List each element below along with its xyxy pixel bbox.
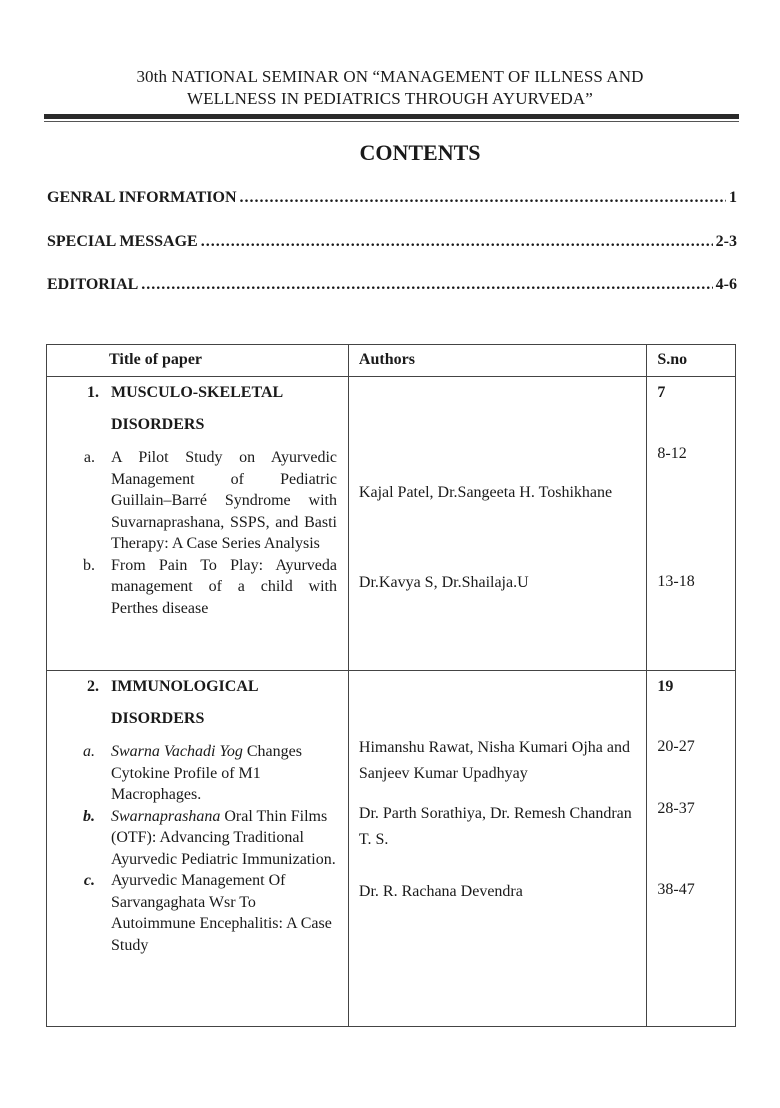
section-1-titles [47, 377, 349, 671]
item-letter: b. [83, 556, 95, 574]
section-2-sno [647, 671, 736, 1027]
header-authors: Authors [348, 345, 646, 377]
toc-page: 1 [729, 189, 737, 206]
toc-page: 4-6 [715, 276, 737, 293]
section-title-line-2: DISORDERS [111, 416, 205, 433]
section-heading [47, 671, 348, 735]
paper-title [111, 741, 337, 806]
section-number: 2. [87, 678, 99, 695]
paper-title [111, 806, 337, 871]
section-title-line-1: IMMUNOLOGICAL [111, 678, 259, 695]
section-2-titles [47, 671, 349, 1027]
table-row-section-1 [47, 377, 736, 671]
paper-sno: 38-47 [657, 881, 695, 898]
contents-table [46, 344, 736, 1027]
paper-sno: 28-37 [657, 800, 695, 817]
paper-authors: Dr. Parth Sorathiya, Dr. Remesh Chandran T. S. [358, 805, 632, 848]
page-title: CONTENTS [359, 140, 481, 165]
paper-title: A Pilot Study on Ayurvedic Management of Pediatric Guillain–Barré Syndrome with Suvarnaprashana, SSPS, and Basti Therapy: A Case Series Analysis [111, 449, 337, 552]
toc-label: SPECIAL MESSAGE [47, 233, 198, 250]
toc-entry-editorial [47, 276, 737, 294]
section-1-sno [647, 377, 736, 671]
paper-title-italic: Swarna Vachadi Yog [111, 743, 243, 760]
paper-title-rest: Oral Thin Films (OTF): Advancing Traditional Ayurvedic Pediatric Immunization. [111, 807, 336, 868]
section-title [111, 377, 321, 441]
paper-authors: Dr. R. Rachana Devendra [358, 883, 523, 900]
table-row-section-2 [47, 671, 736, 1027]
section-1-authors [348, 377, 646, 671]
toc-entry-general-information [47, 189, 737, 207]
list-item [47, 806, 348, 871]
section-title-line-1: MUSCULO-SKELETAL [111, 384, 284, 401]
header-line-1: 30th NATIONAL SEMINAR ON “MANAGEMENT OF ILLNESS AND [136, 67, 644, 86]
paper-sno: 13-18 [657, 573, 695, 590]
paper-sno: 8-12 [657, 445, 687, 462]
list-item [47, 741, 348, 806]
paper-title-italic: Swarnaprashana [111, 807, 221, 825]
item-letter: a. [83, 449, 95, 466]
table-header-row [47, 345, 736, 377]
header-rule [44, 114, 739, 119]
toc-leader [201, 233, 713, 251]
paper-title: Ayurvedic Management Of Sarvangaghata Wsr To Autoimmune Encephalitis: A Case Study [111, 872, 332, 954]
toc-leader [240, 189, 727, 207]
paper-authors: Dr.Kavya S, Dr.Shailaja.U [358, 574, 529, 591]
paper-authors: Kajal Patel, Dr.Sangeeta H. Toshikhane [358, 484, 613, 501]
section-title-line-2: DISORDERS [111, 710, 205, 727]
paper-sno: 20-27 [657, 738, 695, 755]
seminar-header [0, 66, 780, 110]
section-heading [47, 377, 348, 441]
item-letter: c. [83, 872, 95, 889]
list-item [47, 870, 348, 956]
section-sno: 19 [657, 678, 674, 695]
item-letter: a. [83, 743, 95, 760]
paper-authors: Himanshu Rawat, Nisha Kumari Ojha and Sanjeev Kumar Upadhyay [358, 739, 630, 782]
list-item [47, 447, 348, 555]
toc-page: 2-3 [715, 233, 737, 250]
paper-title: From Pain To Play: Ayurveda management of a child with Perthes disease [111, 556, 337, 617]
section-title [111, 671, 321, 735]
list-item [47, 555, 348, 620]
toc-label: EDITORIAL [47, 276, 139, 293]
header-sno: S.no [647, 345, 736, 377]
toc-label: GENRAL INFORMATION [47, 189, 237, 206]
section-number: 1. [87, 384, 99, 401]
section-sno: 7 [657, 384, 666, 401]
toc-leader [141, 276, 712, 294]
header-rule-thin [44, 121, 739, 122]
item-letter: b. [83, 807, 95, 825]
toc-entry-special-message [47, 233, 737, 251]
paper-title-rest: Changes Cytokine Profile of M1 Macrophages. [111, 743, 302, 803]
header-line-2: WELLNESS IN PEDIATRICS THROUGH AYURVEDA” [187, 89, 593, 108]
section-2-authors [348, 671, 646, 1027]
header-title-of-paper: Title of paper [47, 345, 349, 377]
